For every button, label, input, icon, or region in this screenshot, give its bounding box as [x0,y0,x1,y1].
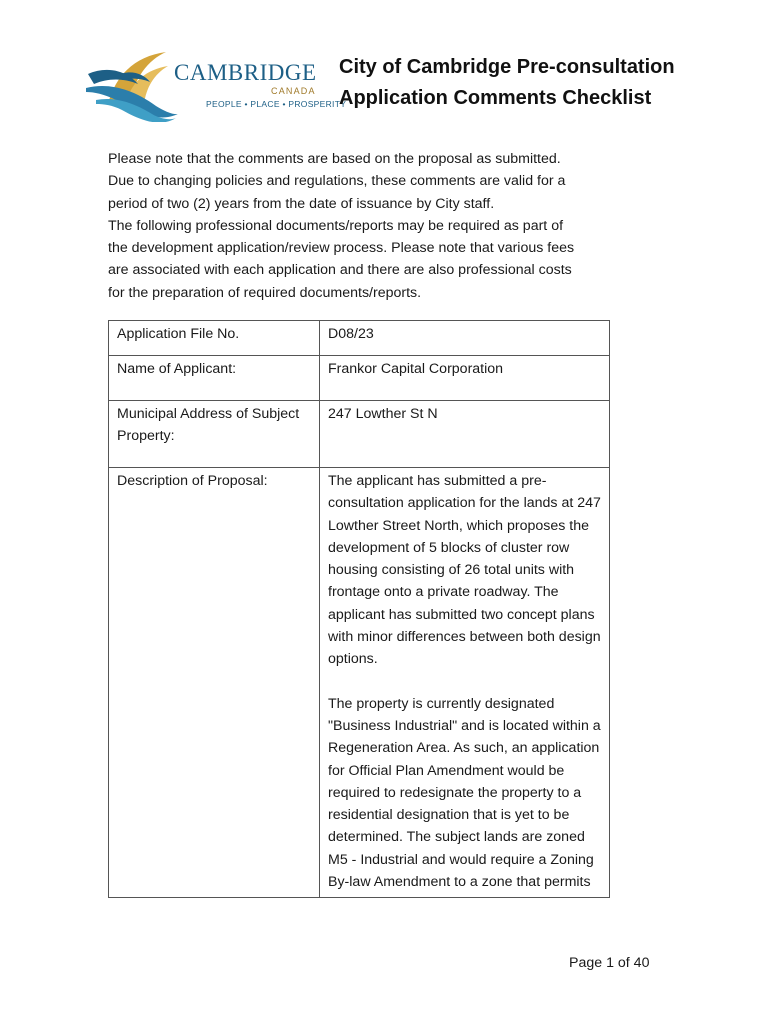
comments-checklist-table [108,320,610,898]
file-no-value: D08/23 [320,321,610,356]
table-row [109,401,610,468]
intro-line: The following professional documents/reports may be required as part of [108,217,564,234]
intro-line: Due to changing policies and regulations, these comments are valid for a [108,173,566,190]
description-paragraph: The property is currently designated "Business Industrial" and is located within a Regeneration Area. As such, an application for Official Plan Amendment would be required to redesignate the property to a residential designation that is yet to be determined. The subject lands are zoned M5 - Industrial and would require a Zoning By-law Amendment to a zone that permits [328,695,601,891]
logo-tagline: PEOPLE • PLACE • PROSPERITY [206,99,347,109]
logo-wordmark: CAMBRIDGE [174,60,317,85]
address-label: Municipal Address of Subject Property: [109,401,320,468]
table-row [109,321,610,356]
page-number: Page 1 of 40 [569,955,650,971]
intro-line: period of two (2) years from the date of issuance by City staff. [108,195,495,212]
title-line-2: Application Comments Checklist [339,87,652,109]
intro-line: the development application/review process. Please note that various fees [108,240,575,257]
intro-line: Please note that the comments are based on the proposal as submitted. [108,151,561,167]
address-value: 247 Lowther St N [320,401,610,468]
intro-paragraph [108,148,628,304]
applicant-label: Name of Applicant: [109,356,320,401]
title-line-1: City of Cambridge Pre-consultation [339,56,675,78]
intro-line: are associated with each application and there are also professional costs [108,262,572,279]
table-row [109,356,610,401]
logo-country: CANADA [271,86,316,96]
description-label: Description of Proposal: [109,468,320,898]
intro-line: for the preparation of required documents/reports. [108,284,422,301]
cambridge-logo-icon [86,44,178,122]
city-logo [86,44,347,122]
table-row [109,468,610,898]
file-no-label: Application File No. [109,321,320,356]
description-value [320,468,610,898]
description-paragraph: The applicant has submitted a pre-consultation application for the lands at 247 Lowther Street North, which proposes the development of 5 blocks of cluster row housing consisting of 26 total units with frontage onto a private roadway. The applicant has submitted two concept plans with minor differences between both design options. [328,473,601,668]
page-title [339,52,719,114]
applicant-value: Frankor Capital Corporation [320,356,610,401]
